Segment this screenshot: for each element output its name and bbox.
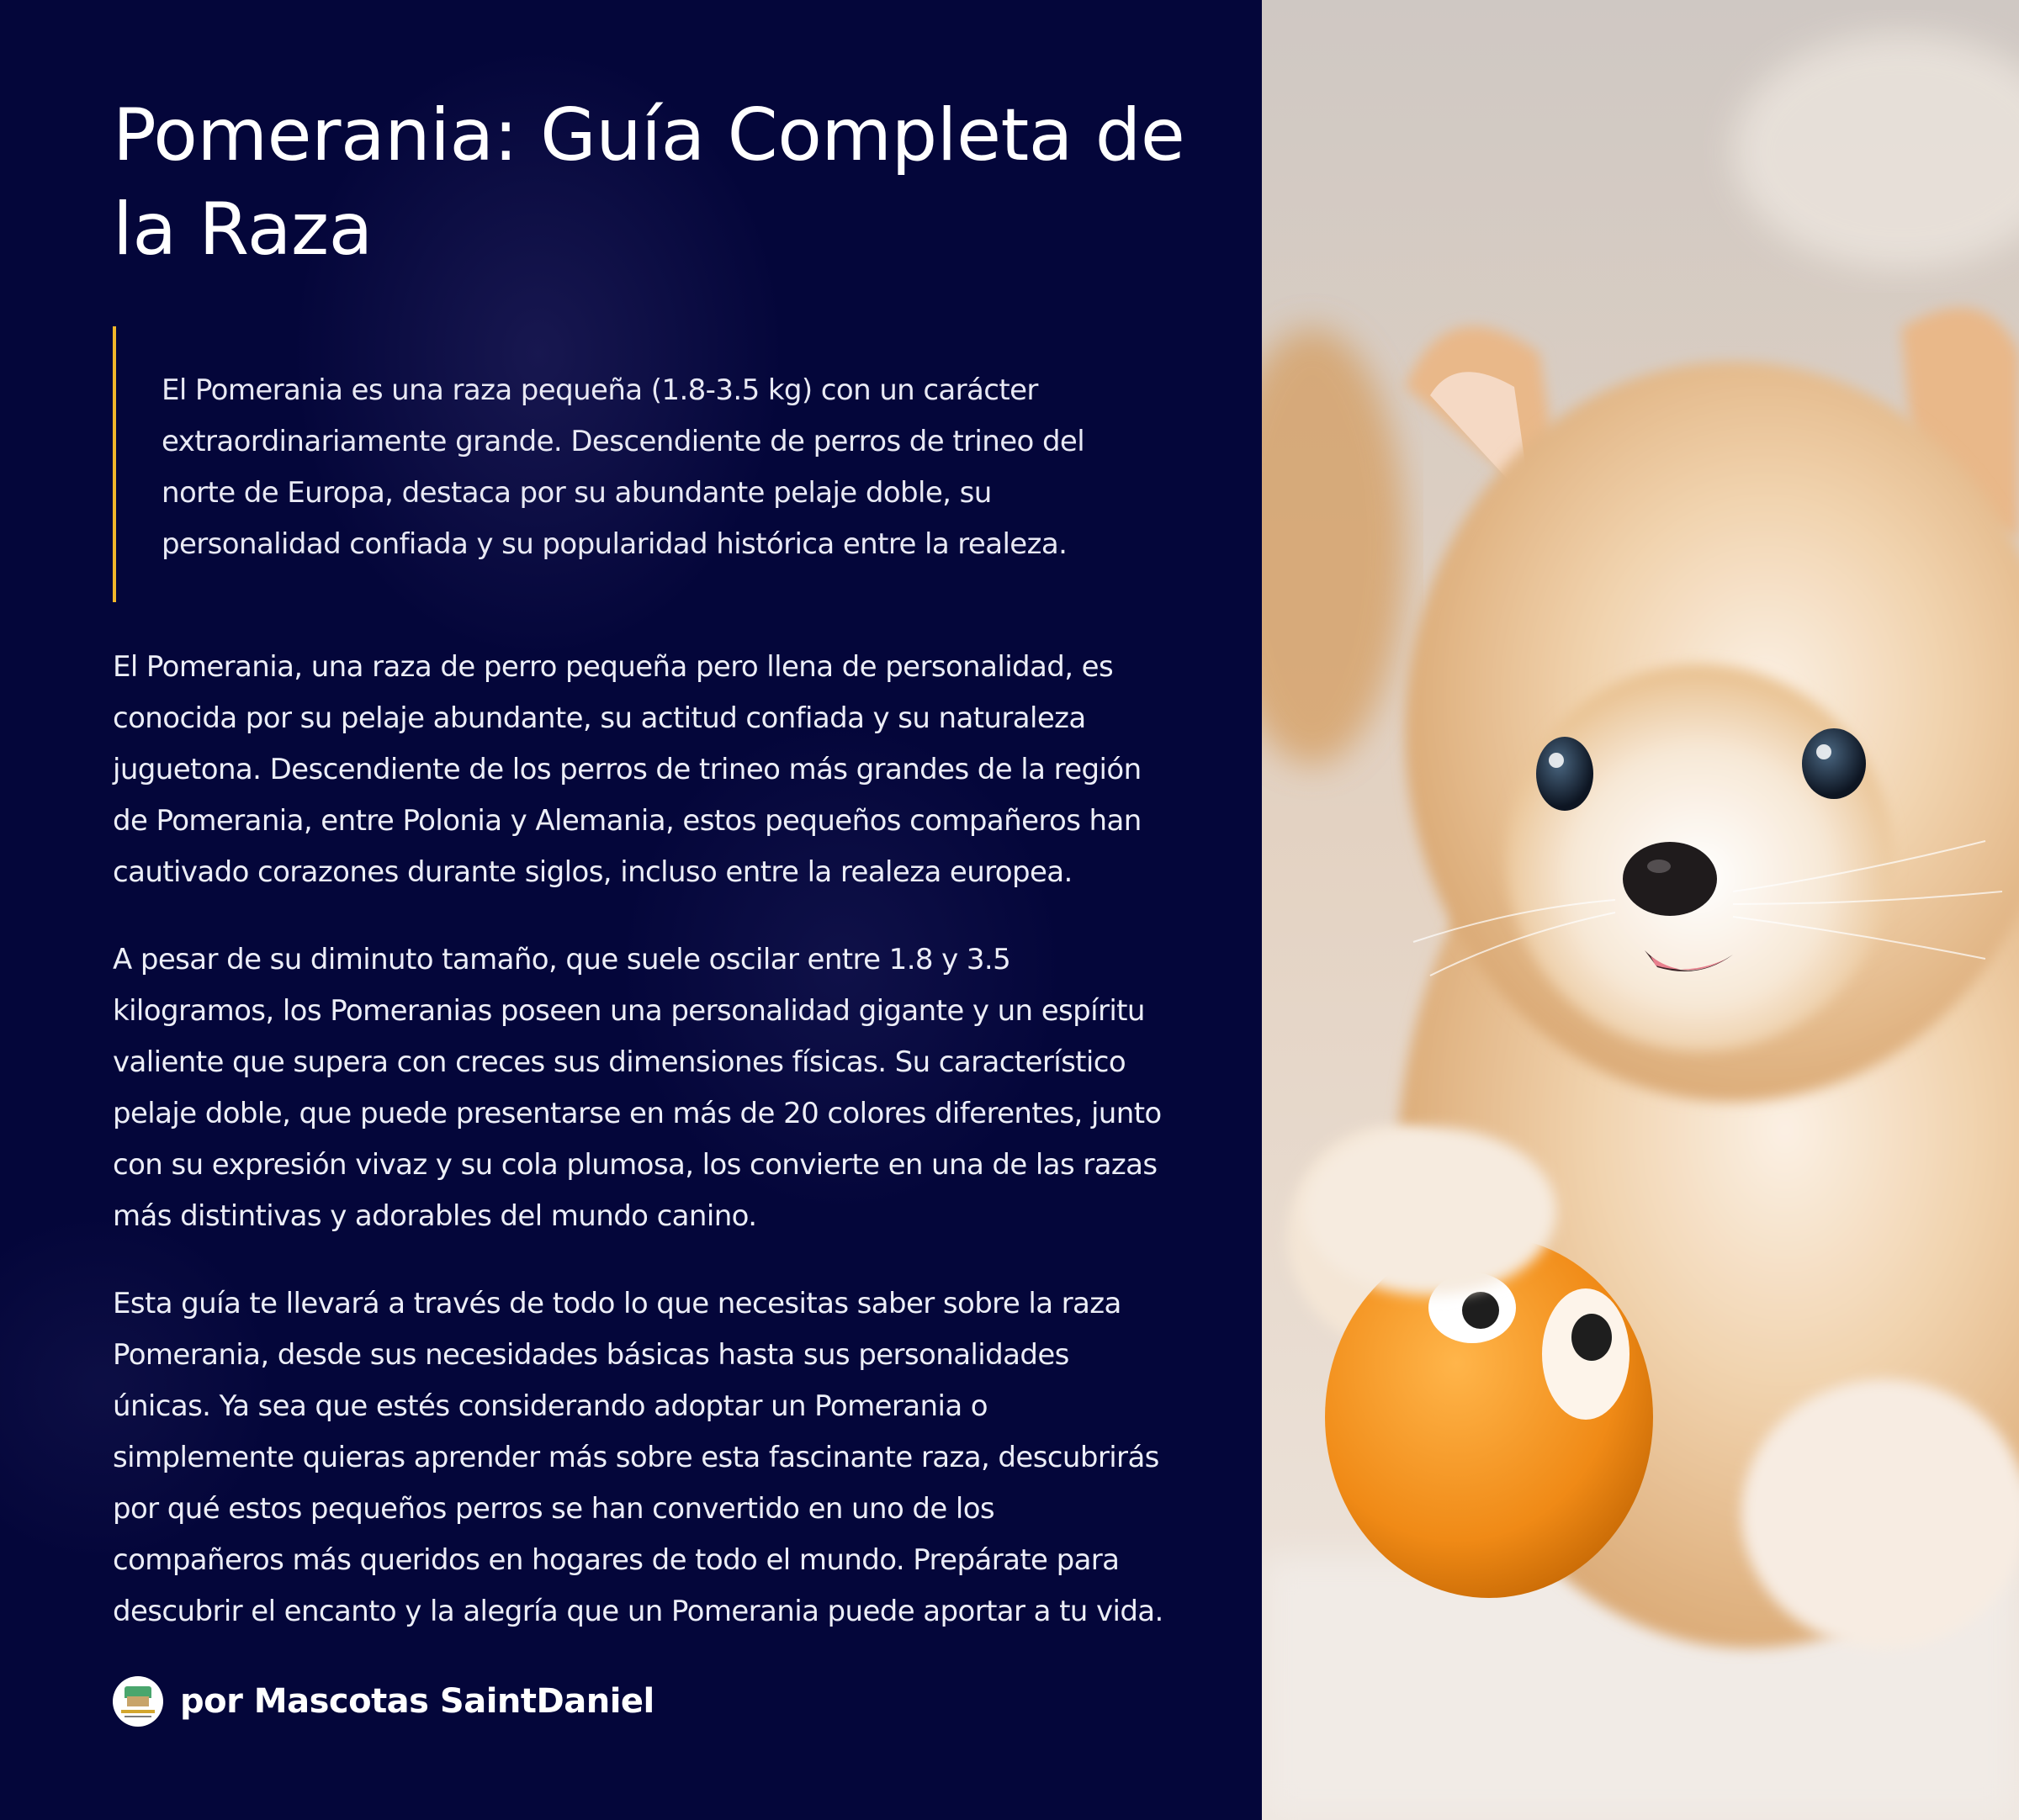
pomeranian-photo [1262,0,2019,1820]
page-title: Pomerania: Guía Completa de la Raza [113,93,1185,272]
summary-callout [113,326,1147,602]
size-paragraph: A pesar de su diminuto tamaño, que suele oscilar entre 1.8 y 3.5 kilogramos, los Pomeranias poseen una personalidad gigante y un espíritu valiente que supera con creces sus dimensiones físicas. Su característico pelaje doble, que puede presentarse en más de 20 colores diferentes, junto con su expresión vivaz y su cola plumosa, los convierte en una de las razas más distintivas y adorables del mundo canino. [113,943,1162,1233]
author-name: por Mascotas SaintDaniel [180,1682,654,1721]
author-logo-icon [113,1676,163,1727]
summary-text: El Pomerania es una raza pequeña (1.8-3.5 kg) con un carácter extraordinariamente grande. Descendiente de perros de trineo del norte de Europa, destaca por su abundante pelaje doble, su personalidad confiada y su popularidad histórica entre la realeza. [162,373,1085,561]
pomeranian-puppy-image [1262,0,2019,1820]
author-byline [113,1675,654,1727]
intro-paragraph: El Pomerania, una raza de perro pequeña pero llena de personalidad, es conocida por su pelaje abundante, su actitud confiada y su naturaleza juguetona. Descendiente de los perros de trineo más grandes de la región de Pomerania, entre Polonia y Alemania, estos pequeños compañeros han cautivado corazones durante siglos, incluso entre la realeza europea. [113,650,1142,889]
guide-paragraph: Esta guía te llevará a través de todo lo que necesitas saber sobre la raza Pomerania, desde sus necesidades básicas hasta sus personalidades únicas. Ya sea que estés considerando adoptar un Pomerania o simplemente quieras aprender más sobre esta fascinante raza, descubrirás por qué estos pequeños perros se han convertido en uno de los compañeros más queridos en hogares de todo el mundo. Prepárate para descubrir el encanto y la alegría que un Pomerania puede aportar a tu vida. [113,1287,1163,1628]
